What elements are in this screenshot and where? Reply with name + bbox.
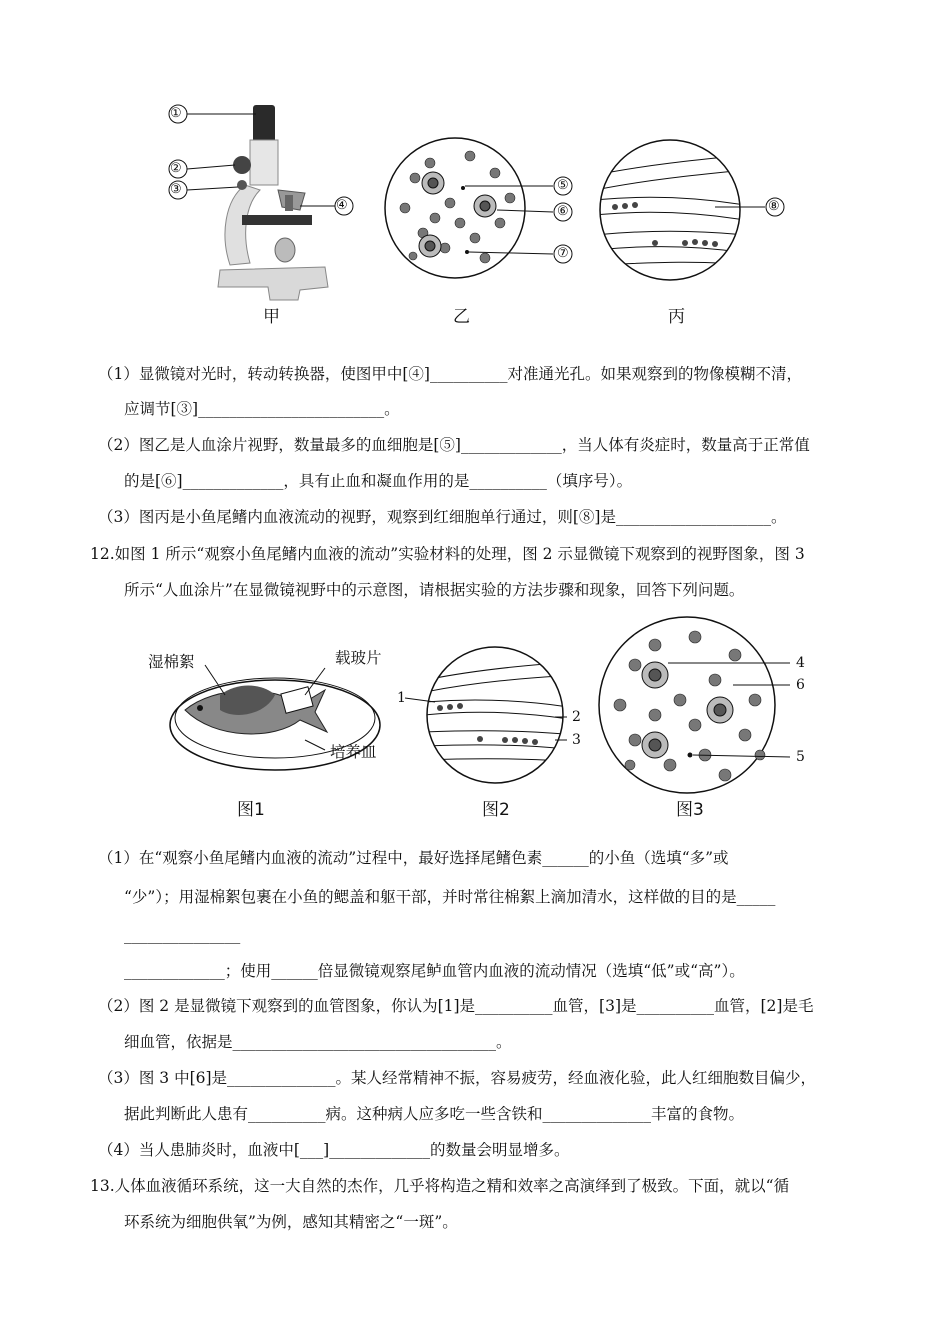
smear-label-4: 4	[796, 655, 805, 671]
q12-line-4: _____________；使用______倍显微镜观察尾鲈血管内血液的流动情况（选填“低”或“高”）。	[124, 962, 745, 980]
vessel-figure	[595, 135, 795, 295]
q12-intro-1: 12.如图 1 所示“观察小鱼尾鳍内血液的流动”实验材料的处理，图 2 示显微镜下观察到的视野图象，图 3	[90, 545, 805, 563]
q11-line-3: （2）图乙是人血涂片视野，数量最多的血细胞是[⑤]_____________，当人体有炎症时，数量高于正常值	[98, 436, 810, 454]
caption-fig3: 图3	[676, 800, 704, 820]
q12-intro-2: 所示“人血涂片”在显微镜视野中的示意图，请根据实验的方法步骤和现象，回答下列问题。	[124, 581, 745, 599]
microscope-figure	[150, 95, 360, 310]
q11-line-1: （1）显微镜对光时，转动转换器，使图甲中[④]__________对准通光孔。如果观察到的物像模糊不清，	[98, 365, 802, 383]
blood-smear-figure-2	[595, 615, 825, 800]
caption-jia: 甲	[263, 307, 280, 327]
caption-fig1: 图1	[237, 800, 265, 820]
q12-line-3: _______________	[124, 926, 241, 944]
q11-line-4: 的是[⑥]_____________，具有止血和凝血作用的是__________（填序号）。	[124, 472, 633, 490]
label-wet-cotton: 湿棉絮	[148, 653, 195, 671]
q11-line-5: （3）图丙是小鱼尾鳍内血液流动的视野，观察到红细胞单行通过，则[⑧]是____________________。	[98, 508, 787, 526]
smear-label-6: 6	[796, 677, 805, 693]
q12-line-9: （4）当人患肺炎时，血液中[___]_____________的数量会明显增多。	[98, 1141, 570, 1159]
microscope-label-2: ②	[170, 161, 182, 176]
q12-line-7: （3）图 3 中[6]是______________。某人经常精神不振，容易疲劳，经血液化验，此人红细胞数目偏少，	[98, 1069, 817, 1087]
microscope-label-3: ③	[170, 182, 182, 197]
q11-line-2: 应调节[③]________________________。	[124, 400, 400, 418]
q12-line-6: 细血管，依据是__________________________________。	[124, 1033, 512, 1051]
caption-bing: 丙	[668, 307, 685, 327]
fin-vessel-label-3: 3	[572, 732, 581, 748]
microscope-label-4: ④	[336, 198, 348, 213]
blood-label-7: ⑦	[557, 246, 569, 261]
q12-line-2: “少”）；用湿棉絮包裹在小鱼的鳃盖和躯干部，并时常往棉絮上滴加清水，这样做的目的是_____	[124, 888, 776, 906]
blood-smear-figure	[375, 128, 585, 288]
q12-line-5: （2）图 2 是显微镜下观察到的血管图象，你认为[1]是__________血管，[3]是__________血管，[2]是毛	[98, 997, 814, 1015]
q12-line-8: 据此判断此人患有__________病。这种病人应多吃一些含铁和______________丰富的食物。	[124, 1105, 745, 1123]
label-slide: 载玻片	[335, 649, 382, 667]
blood-label-5: ⑤	[557, 178, 569, 193]
q13-line-2: 环系统为细胞供氧”为例，感知其精密之“一斑”。	[124, 1213, 458, 1231]
caption-fig2: 图2	[482, 800, 510, 820]
blood-label-6: ⑥	[557, 204, 569, 219]
fin-vessel-label-2: 2	[572, 709, 581, 725]
microscope-label-1: ①	[170, 106, 182, 121]
smear-label-5: 5	[796, 749, 805, 765]
caption-yi: 乙	[453, 307, 470, 327]
fin-vessel-label-1: 1	[397, 690, 406, 706]
label-petri-dish: 培养皿	[330, 743, 377, 761]
q12-line-1: （1）在“观察小鱼尾鳍内血液的流动”过程中，最好选择尾鳍色素______的小鱼（选填“多”或	[98, 849, 729, 867]
fin-vessel-figure	[395, 640, 600, 790]
q13-line-1: 13.人体血液循环系统，这一大自然的杰作，几乎将构造之精和效率之高演绎到了极致。下面，就以“循	[90, 1177, 790, 1195]
vessel-label-8: ⑧	[768, 199, 780, 214]
